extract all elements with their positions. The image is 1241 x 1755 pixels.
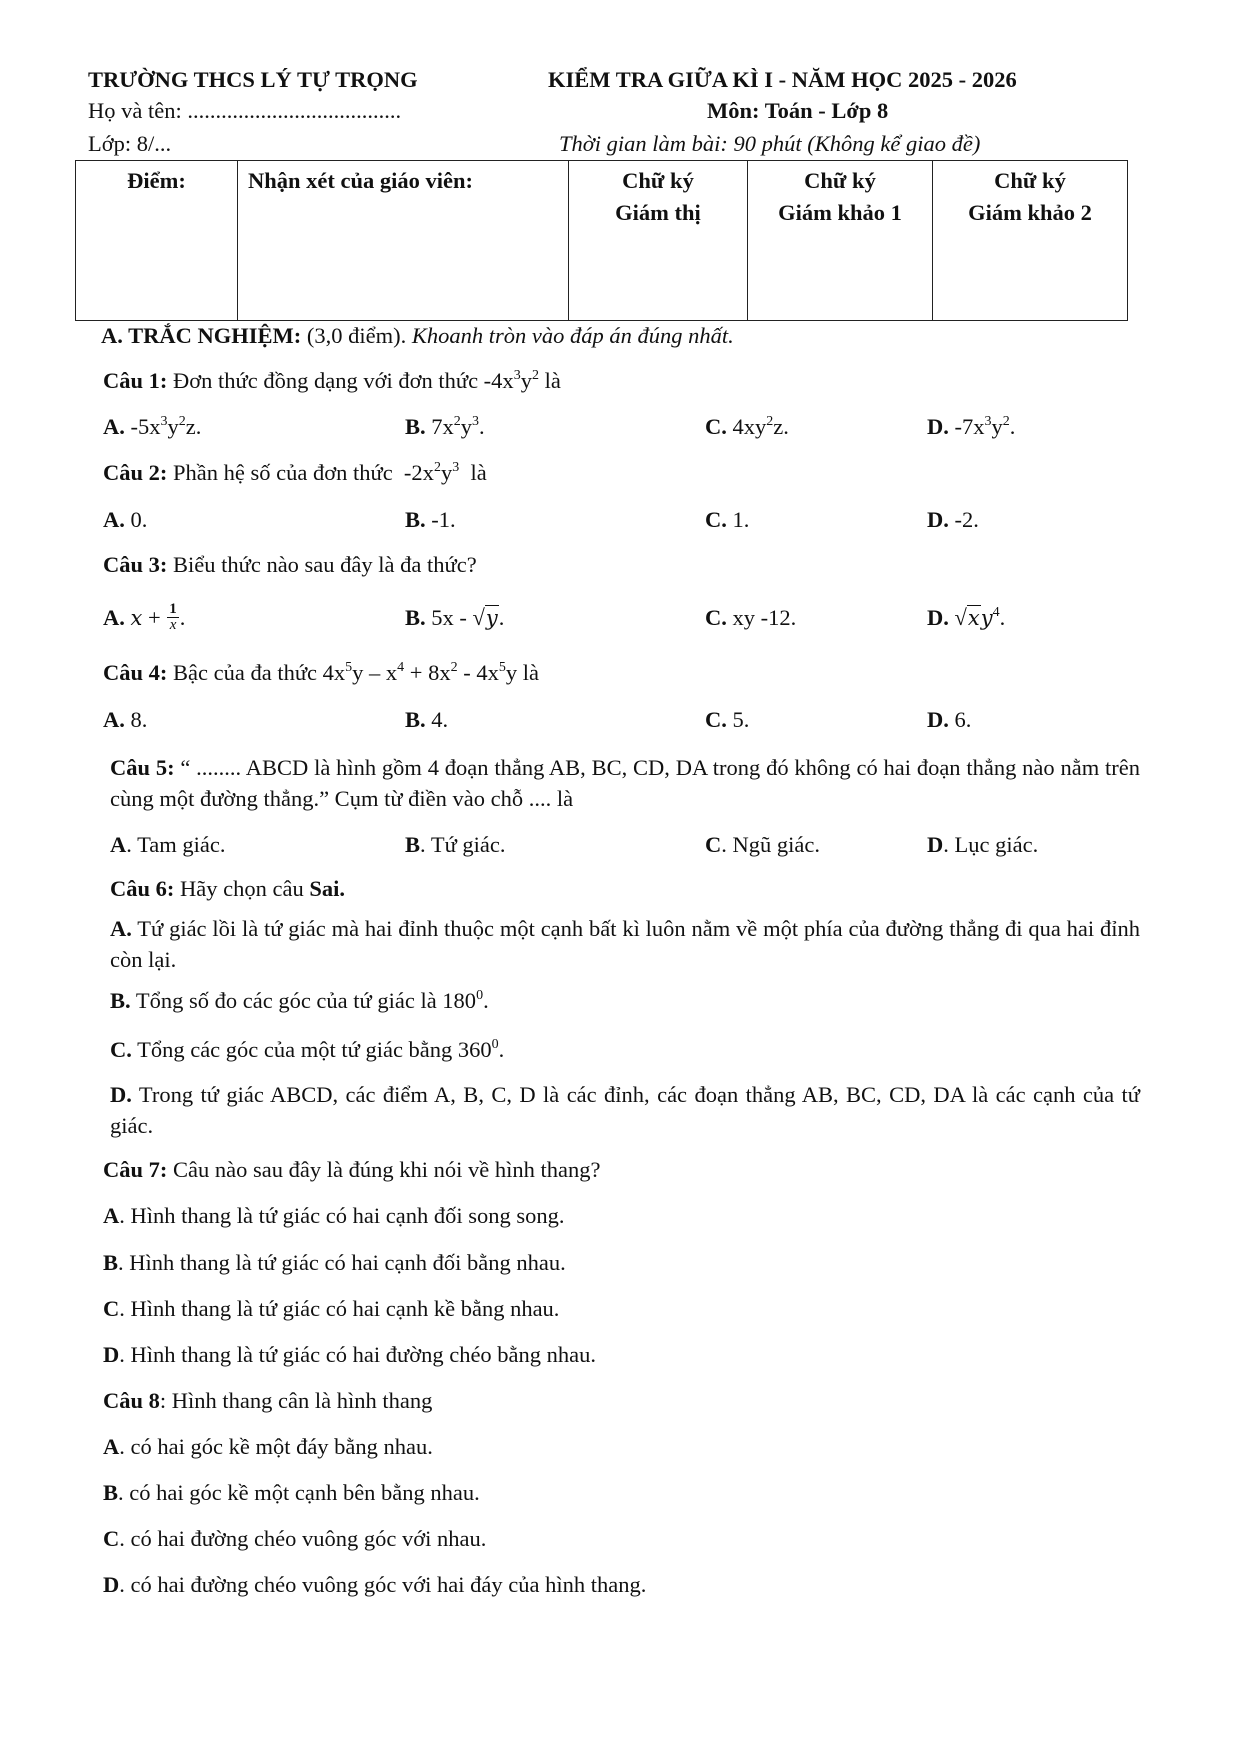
score-header: Điểm: [127, 168, 186, 193]
score-cell [76, 161, 238, 321]
question-text: Đơn thức đồng dạng với đơn thức $-4x^3y^2$ là [173, 367, 561, 393]
q4-option-c[interactable]: C. 5. [705, 707, 750, 732]
proctor-signature-cell [569, 161, 748, 321]
sqrt-symbol: √x [954, 605, 980, 630]
q7-option-a[interactable]: A. Hình thang là tứ giác có hai cạnh đối song song. [103, 1203, 565, 1228]
question-label: Câu 5: [110, 755, 175, 780]
question-label: Câu 8 [103, 1388, 160, 1413]
exam-duration: Thời gian làm bài: 90 phút (Không kể giao đề) [559, 131, 981, 156]
q1-option-c[interactable]: C. $4xy^2z$. [705, 413, 789, 439]
question-4 [103, 658, 539, 688]
question-text: Bậc của đa thức $4x^5y - x^4 + 8x^2 - 4x^5y$ là [173, 659, 539, 685]
signature-label: Chữ ký [622, 168, 694, 193]
question-label: Câu 4: [103, 660, 168, 685]
school-name: TRƯỜNG THCS LÝ TỰ TRỌNG [88, 67, 418, 92]
q3-option-b[interactable]: B. 5x - √y. [405, 603, 504, 633]
q5-option-d[interactable]: D. Lục giác. [927, 832, 1039, 857]
question-8 [103, 1386, 432, 1416]
question-label: Câu 3: [103, 552, 168, 577]
q2-option-a[interactable]: A. 0. [103, 507, 148, 532]
q6-option-a[interactable]: A. Tứ giác lồi là tứ giác mà hai đỉnh thuộc một cạnh bất kì luôn nằm về một phía của đường thẳng đi qua hai đỉnh còn lại. [110, 916, 1140, 972]
question-label: Câu 7: [103, 1157, 168, 1182]
class-field: Lớp: 8/... [88, 131, 172, 156]
question-text: Câu nào sau đây là đúng khi nói về hình thang? [173, 1157, 601, 1182]
grading-table [75, 160, 1128, 321]
subject-label: Môn: Toán - Lớp 8 [707, 98, 889, 123]
question-1 [103, 366, 561, 396]
comment-header: Nhận xét của giáo viên: [248, 168, 473, 193]
q7-option-c[interactable]: C. Hình thang là tứ giác có hai cạnh kề bằng nhau. [103, 1296, 560, 1321]
examiner2-label: Giám khảo 2 [968, 200, 1092, 225]
student-name-field: Họ và tên: ...................................... [88, 98, 402, 123]
q8-option-c[interactable]: C. có hai đường chéo vuông góc với nhau. [103, 1526, 487, 1551]
question-text: Phần hệ số của đơn thức $-2x^2y^3$ là [173, 459, 487, 485]
q8-option-a[interactable]: A. có hai góc kề một đáy bằng nhau. [103, 1434, 433, 1459]
exam-title: KIỂM TRA GIỮA KÌ I - NĂM HỌC 2025 - 2026 [548, 67, 1017, 92]
q4-option-d[interactable]: D. 6. [927, 707, 972, 732]
question-emphasis: Sai. [309, 876, 345, 901]
q7-option-d[interactable]: D. Hình thang là tứ giác có hai đường chéo bằng nhau. [103, 1342, 597, 1367]
question-label: Câu 2: [103, 460, 168, 485]
section-title: A. TRẮC NGHIỆM: [101, 323, 302, 348]
q6-option-c[interactable]: C. Tổng các góc của một tứ giác bằng $360^0$. [110, 1036, 505, 1062]
q4-option-b[interactable]: B. 4. [405, 707, 449, 732]
q8-option-b[interactable]: B. có hai góc kề một cạnh bên bằng nhau. [103, 1480, 480, 1505]
q7-option-b[interactable]: B. Hình thang là tứ giác có hai cạnh đối bằng nhau. [103, 1250, 566, 1275]
section-a-heading [101, 321, 734, 351]
question-text: Hãy chọn câu [180, 876, 304, 901]
q5-option-a[interactable]: A. Tam giác. [110, 832, 226, 857]
q2-option-d[interactable]: D. -2. [927, 507, 979, 532]
question-6 [110, 874, 345, 904]
signature-label: Chữ ký [994, 168, 1066, 193]
examiner1-signature-cell [748, 161, 933, 321]
question-5 [110, 752, 1140, 814]
q6-option-b[interactable]: B. Tổng số đo các góc của tứ giác là $180^0$. [110, 987, 489, 1013]
question-3 [103, 550, 477, 580]
q3-option-a[interactable]: A. x + $\frac{1}{x}$ . [103, 601, 186, 634]
signature-label: Chữ ký [804, 168, 876, 193]
question-text: Biểu thức nào sau đây là đa thức? [173, 552, 477, 577]
q1-option-d[interactable]: D. $-7x^3y^2$. [927, 413, 1016, 439]
q4-option-a[interactable]: A. 8. [103, 707, 148, 732]
examiner2-signature-cell [933, 161, 1128, 321]
question-text: “ ........ ABCD là hình gồm 4 đoạn thẳng AB, BC, CD, DA trong đó không có hai đoạn thẳng nào nằm trên cùng một đường thẳng.” Cụm từ điền vào chỗ .... là [110, 755, 1140, 811]
question-2 [103, 458, 487, 488]
proctor-label: Giám thị [615, 200, 701, 225]
sqrt-symbol: √y [472, 605, 498, 630]
q6-option-d[interactable]: D. Trong tứ giác ABCD, các điểm A, B, C, D là các đỉnh, các đoạn thẳng AB, BC, CD, DA là các cạnh của tứ giác. [110, 1082, 1140, 1138]
q2-option-b[interactable]: B. -1. [405, 507, 456, 532]
q1-option-b[interactable]: B. $7x^2y^3$. [405, 413, 485, 439]
q2-option-c[interactable]: C. 1. [705, 507, 750, 532]
fraction: $\frac{1}{x}$ [169, 601, 177, 634]
question-label: Câu 6: [110, 876, 175, 901]
examiner1-label: Giám khảo 1 [778, 200, 902, 225]
question-text: : Hình thang cân là hình thang [159, 1388, 433, 1413]
question-7 [103, 1155, 600, 1185]
q1-option-a[interactable]: A. $-5x^3y^2z$. [103, 413, 202, 439]
section-points: (3,0 điểm). [306, 323, 407, 348]
q3-option-c[interactable]: C. xy -12. [705, 605, 797, 630]
q5-option-b[interactable]: B. Tứ giác. [405, 832, 506, 857]
q8-option-d[interactable]: D. có hai đường chéo vuông góc với hai đáy của hình thang. [103, 1572, 647, 1597]
q5-option-c[interactable]: C. Ngũ giác. [705, 832, 820, 857]
question-label: Câu 1: [103, 368, 168, 393]
comment-cell [238, 161, 569, 321]
q3-option-d[interactable]: D. $√xy^4$. [927, 603, 1005, 633]
section-instruction: Khoanh tròn vào đáp án đúng nhất. [411, 323, 734, 348]
